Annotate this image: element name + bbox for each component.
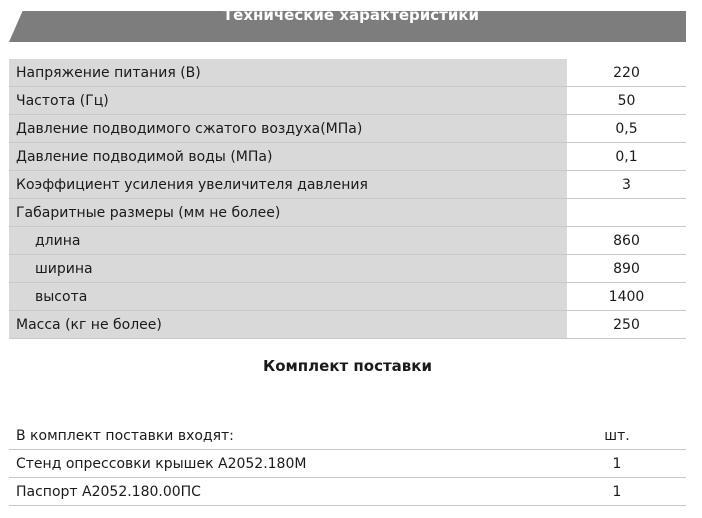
table-row <box>9 478 686 506</box>
spec-label: Масса (кг не более) <box>9 311 567 339</box>
spec-value: 0,1 <box>567 143 686 171</box>
spec-value: 1400 <box>567 283 686 311</box>
table-row <box>9 199 686 227</box>
kit-item-label: Стенд опрессовки крышек А2052.180М <box>9 450 548 478</box>
spec-value <box>567 199 686 227</box>
spec-value: 890 <box>567 255 686 283</box>
table-row <box>9 59 686 87</box>
spec-label: Напряжение питания (В) <box>9 59 567 87</box>
kit-header-unit: шт. <box>548 422 686 450</box>
spec-label: Габаритные размеры (мм не более) <box>9 199 567 227</box>
spec-label: Частота (Гц) <box>9 87 567 115</box>
table-row <box>9 450 686 478</box>
table-row <box>9 227 686 255</box>
kit-title: Комплект поставки <box>262 357 432 375</box>
spec-value: 0,5 <box>567 115 686 143</box>
table-row <box>9 171 686 199</box>
table-row <box>9 115 686 143</box>
kit-item-qty: 1 <box>548 478 686 506</box>
spec-label: длина <box>9 227 567 255</box>
section-title: Технические характеристики <box>222 6 480 24</box>
spec-label: Коэффициент усиления увеличителя давления <box>9 171 567 199</box>
table-row <box>9 87 686 115</box>
spec-value: 250 <box>567 311 686 339</box>
spec-value: 50 <box>567 87 686 115</box>
spec-label: ширина <box>9 255 567 283</box>
table-header-row <box>9 422 686 450</box>
spec-label: Давление подводимого сжатого воздуха(МПа) <box>9 115 567 143</box>
spec-value: 3 <box>567 171 686 199</box>
spec-value: 220 <box>567 59 686 87</box>
kit-item-qty: 1 <box>548 450 686 478</box>
kit-header-label: В комплект поставки входят: <box>9 422 548 450</box>
table-row <box>9 255 686 283</box>
specs-table <box>9 59 686 339</box>
table-row <box>9 283 686 311</box>
spec-label: высота <box>9 283 567 311</box>
spec-value: 860 <box>567 227 686 255</box>
table-row <box>9 143 686 171</box>
kit-table <box>9 422 686 506</box>
kit-item-label: Паспорт А2052.180.00ПС <box>9 478 548 506</box>
spec-label: Давление подводимой воды (МПа) <box>9 143 567 171</box>
table-row <box>9 311 686 339</box>
